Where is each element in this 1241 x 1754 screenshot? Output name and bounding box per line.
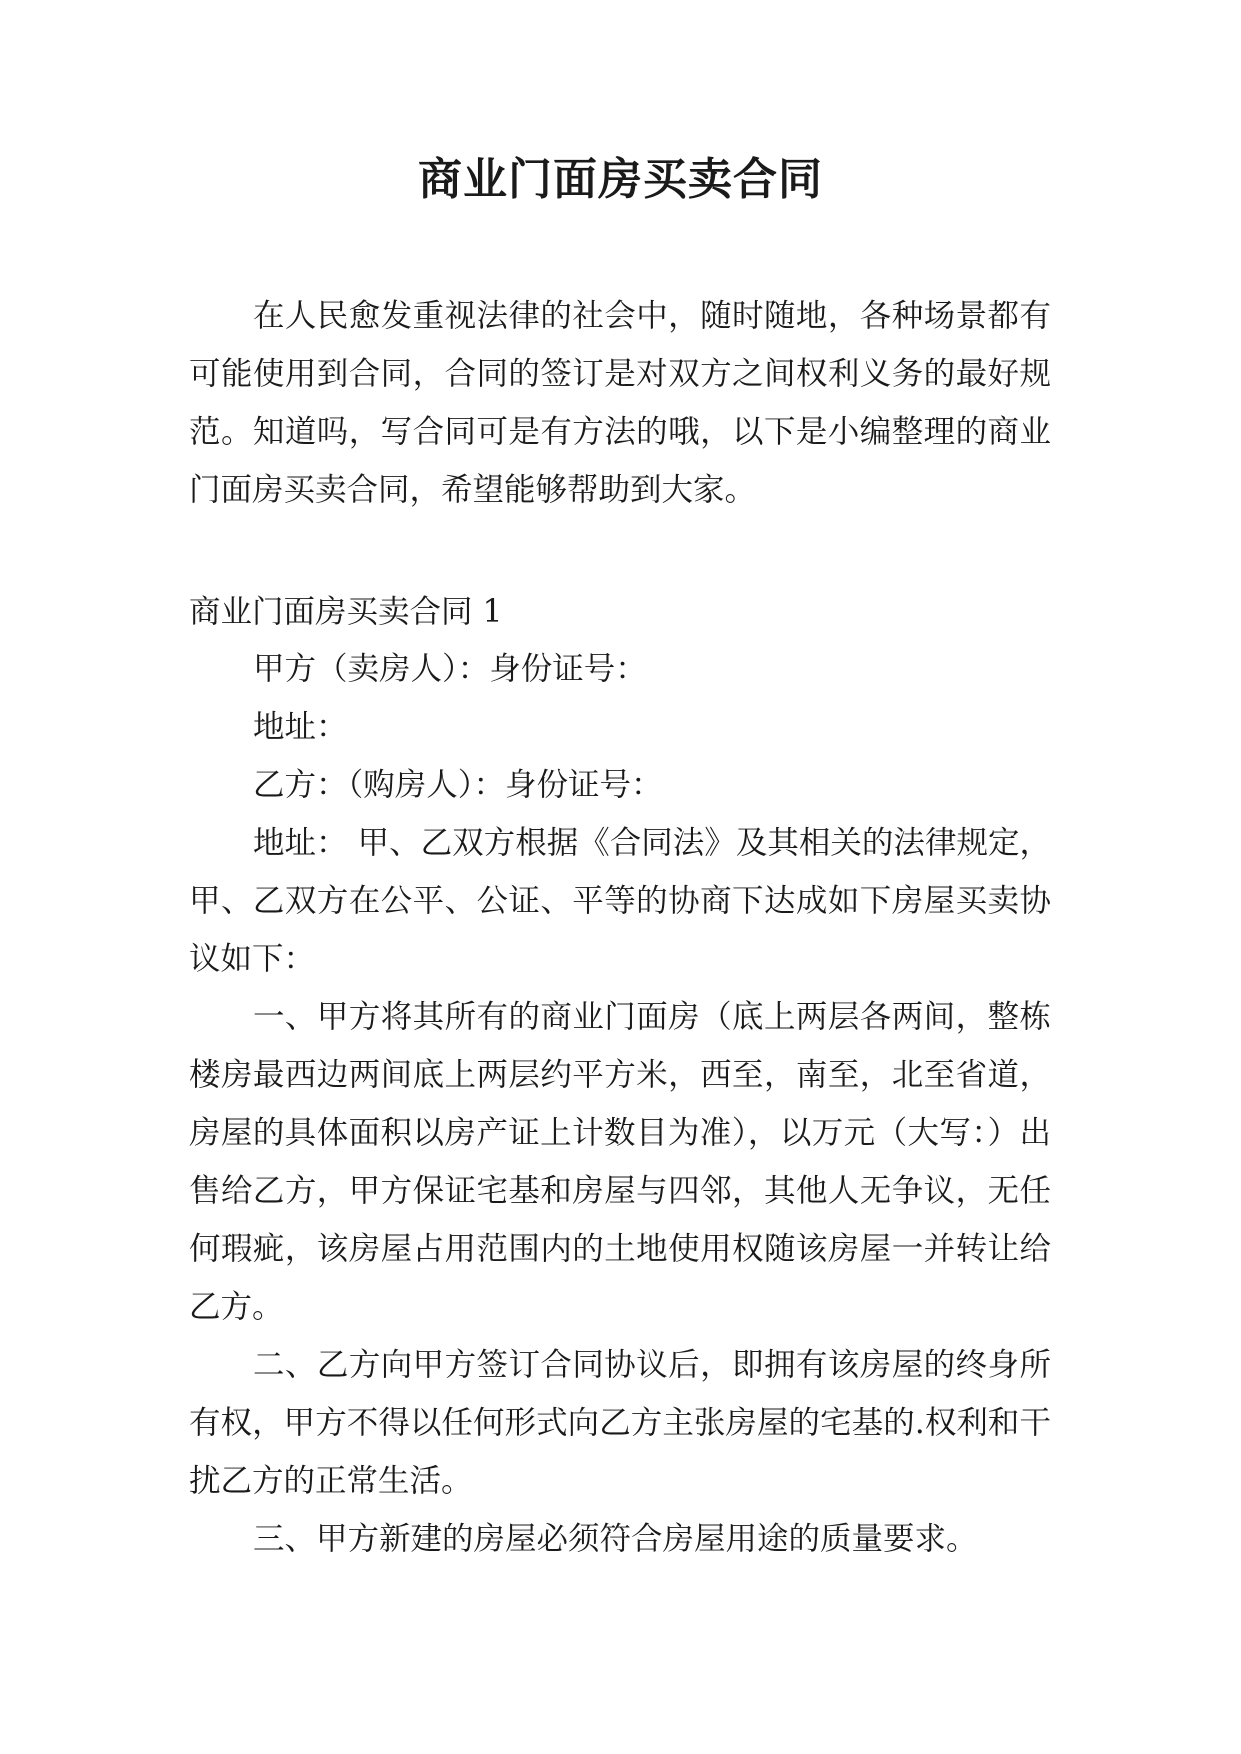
party-b-line: 乙方：（购房人）：身份证号： bbox=[253, 767, 663, 803]
party-a-address-line: 地址： bbox=[253, 709, 348, 745]
clause-2-paragraph: 二、乙方向甲方签订合同协议后，即拥有该房屋的终身所有权，甲方不得以任何形式向乙方主张房屋的宅基的.权利和干扰乙方的正常生活。 bbox=[189, 1347, 1051, 1499]
preamble-paragraph: 地址： 甲、乙双方根据《合同法》及其相关的法律规定，甲、乙双方在公平、公证、平等的协商下达成如下房屋买卖协议如下： bbox=[189, 825, 1051, 977]
clause-1-paragraph: 一、甲方将其所有的商业门面房（底上两层各两间，整栋楼房最西边两间底上两层约平方米，西至，南至，北至省道，房屋的具体面积以房产证上计数目为准），以万元（大写：）出售给乙方，甲方保证宅基和房屋与四邻，其他人无争议，无任何瑕疵，该房屋占用范围内的土地使用权随该房屋一并转让给乙方。 bbox=[189, 999, 1051, 1325]
intro-paragraph: 在人民愈发重视法律的社会中，随时随地，各种场景都有可能使用到合同，合同的签订是对双方之间权利义务的最好规范。知道吗，写合同可是有方法的哦，以下是小编整理的商业门面房买卖合同，希望能够帮助到大家。 bbox=[189, 298, 1051, 508]
section-heading: 商业门面房买卖合同 1 bbox=[189, 594, 503, 630]
document-title: 商业门面房买卖合同 bbox=[418, 154, 823, 205]
clause-3-paragraph: 三、甲方新建的房屋必须符合房屋用途的质量要求。 bbox=[253, 1521, 978, 1557]
party-a-line: 甲方（卖房人）：身份证号： bbox=[253, 651, 647, 687]
